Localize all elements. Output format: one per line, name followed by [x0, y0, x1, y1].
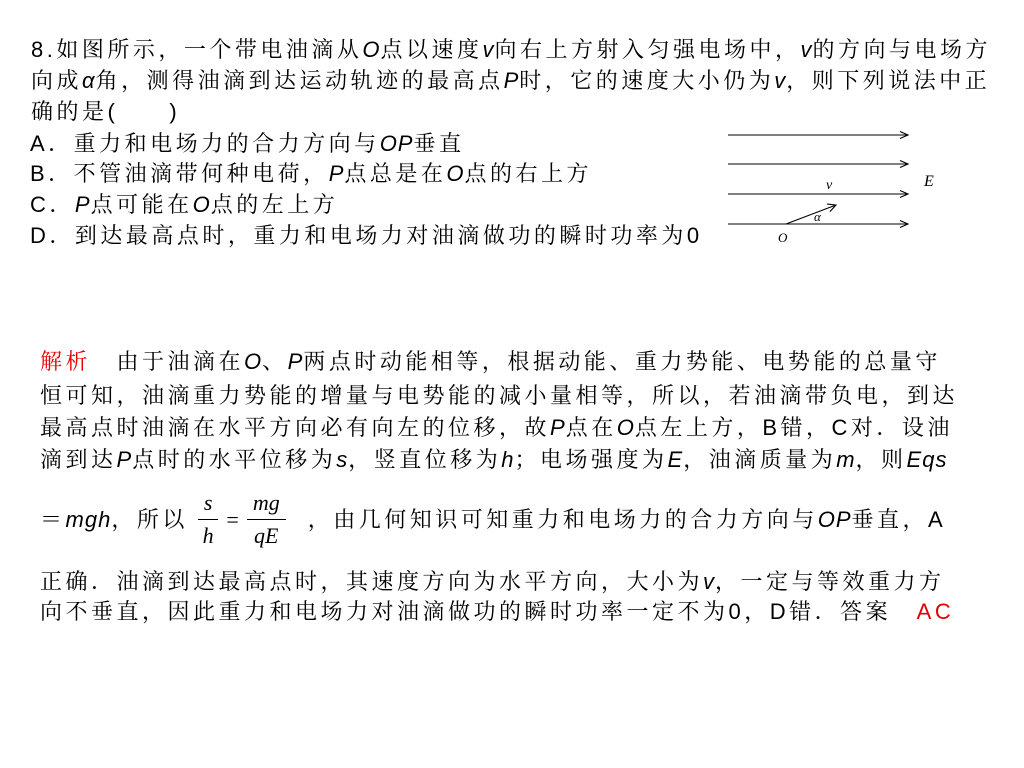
- fraction-mg-over-qe: [247, 487, 286, 552]
- solution-text: 最高点时油滴在水平方向必有向左的位移，故: [40, 415, 551, 440]
- expression-eqs: Eqs: [906, 447, 948, 472]
- option-d: [30, 220, 703, 251]
- expression-mgh: mgh: [65, 506, 112, 532]
- solution-line: [40, 412, 953, 443]
- question-text: 向成: [31, 68, 83, 93]
- solution-text: 点时的水平位移为: [132, 447, 337, 472]
- question-text: ，则下列说法中正: [786, 68, 991, 93]
- variable-o: O: [362, 37, 381, 62]
- option-text: 点可能在: [90, 192, 193, 217]
- origin-label: O: [778, 230, 788, 245]
- variable-e: E: [667, 447, 684, 472]
- velocity-vector: [786, 204, 836, 224]
- solution-text: ，一定与等效重力方: [715, 569, 945, 594]
- option-text: B．不管油滴带何种电荷，: [30, 161, 329, 186]
- solution-text: 恒可知，油滴重力势能的增量与电势能的减小量相等，所以，若油滴带负电，到达: [40, 383, 959, 408]
- variable-o: O: [446, 161, 465, 186]
- variable-p: P: [287, 349, 304, 374]
- variable-o: O: [616, 415, 635, 440]
- option-text: D．到达最高点时，重力和电场力对油滴做功的瞬时功率为0: [30, 223, 703, 248]
- option-text: 点的右上方: [464, 161, 593, 186]
- electric-field-diagram: [720, 120, 950, 250]
- question-stem-line: [31, 34, 991, 65]
- variable-p: P: [116, 447, 133, 472]
- ratio-equation: [198, 487, 286, 552]
- solution-text: 正确．油滴到达最高点时，其速度方向为水平方向，大小为: [40, 569, 704, 594]
- solution-text: 由于油滴在: [91, 349, 245, 374]
- solution-text: 滴到达: [40, 447, 117, 472]
- question-stem-line: [31, 65, 990, 96]
- fraction-numerator: mg: [247, 487, 286, 520]
- solution-line: [40, 444, 947, 475]
- solution-line-with-fraction: [40, 482, 946, 556]
- solution-text: ，竖直位移为: [348, 447, 502, 472]
- option-c: [30, 189, 338, 220]
- solution-text: ，油滴质量为: [683, 447, 837, 472]
- fraction-denominator: h: [202, 522, 214, 548]
- question-text: 时，它的速度大小仍为: [519, 68, 775, 93]
- solution-text: ，由几何知识可知重力和电场力的合力方向与: [307, 506, 818, 532]
- variable-h: h: [501, 447, 515, 472]
- variable-p: P: [503, 68, 520, 93]
- velocity-label: v: [826, 178, 833, 193]
- variable-v: v: [703, 569, 716, 594]
- solution-text: ，所以: [111, 506, 188, 532]
- solution-text: 点左上方，B错，C对．设油: [634, 415, 953, 440]
- solution-line: [40, 566, 945, 597]
- variable-m: m: [836, 447, 856, 472]
- solution-text: ，则: [855, 447, 907, 472]
- solution-line: [40, 346, 941, 377]
- solution-text: ＝: [40, 506, 66, 532]
- option-text: C．: [30, 192, 75, 217]
- question-text: 向右上方射入匀强电场中，: [494, 37, 801, 62]
- solution-text: 点在: [565, 415, 617, 440]
- question-stem-line: [31, 96, 180, 127]
- variable-alpha: α: [82, 68, 96, 93]
- fraction-numerator: s: [198, 487, 219, 520]
- option-b: [30, 158, 592, 189]
- question-text: 确的是( ): [31, 99, 181, 124]
- variable-v: v: [800, 37, 813, 62]
- solution-line: [40, 380, 958, 411]
- variable-v: v: [482, 37, 495, 62]
- angle-label: α: [814, 209, 821, 224]
- question-text: 8.如图所示，一个带电油滴从: [31, 37, 363, 62]
- solution-text: 向不垂直，因此重力和电场力对油滴做功的瞬时功率一定不为0，D错．答案: [40, 599, 917, 624]
- solution-text: 垂直，A: [851, 506, 947, 532]
- variable-s: s: [336, 447, 349, 472]
- field-label: E: [924, 173, 934, 190]
- fraction-s-over-h: [198, 487, 219, 552]
- equals-sign: =: [226, 506, 239, 532]
- option-text: A．重力和电场力的合力方向与: [30, 131, 380, 156]
- question-text: 点以速度: [380, 37, 483, 62]
- option-text: 垂直: [413, 131, 465, 156]
- question-text: 的方向与电场方: [812, 37, 992, 62]
- variable-op: OP: [817, 506, 852, 532]
- variable-p: P: [550, 415, 566, 440]
- fraction-denominator: qE: [254, 522, 279, 548]
- solution-text: 两点时动能相等，根据动能、重力势能、电势能的总量守: [303, 349, 941, 374]
- question-text: 角，测得油滴到达运动轨迹的最高点: [95, 68, 504, 93]
- variable-v: v: [774, 68, 787, 93]
- answer-value: AC: [916, 599, 955, 624]
- variable-p: P: [74, 192, 91, 217]
- solution-line: [40, 596, 954, 627]
- variable-o: O: [244, 349, 263, 374]
- option-text: 点总是在: [344, 161, 447, 186]
- velocity-arrow: [786, 205, 836, 224]
- variable-p: P: [328, 161, 345, 186]
- variable-op: OP: [379, 131, 414, 156]
- solution-text: ；电场强度为: [514, 447, 668, 472]
- solution-text: 、: [262, 349, 288, 374]
- option-a: [30, 128, 465, 159]
- solution-label: 解析: [40, 349, 92, 374]
- variable-o: O: [192, 192, 211, 217]
- option-text: 点的左上方: [210, 192, 339, 217]
